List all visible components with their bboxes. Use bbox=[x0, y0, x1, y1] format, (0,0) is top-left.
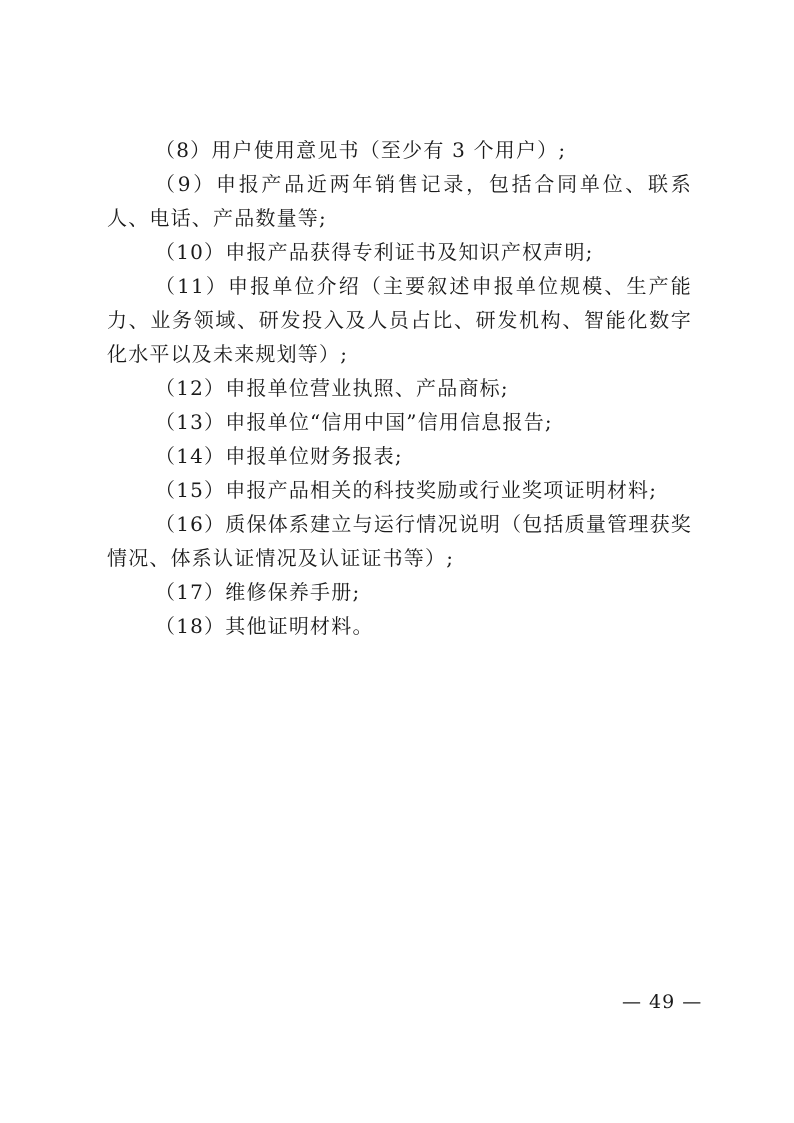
list-item: （9）申报产品近两年销售记录，包括合同单位、联系人、电话、产品数量等; bbox=[107, 172, 692, 230]
list-item: （12）申报单位营业执照、产品商标; bbox=[155, 376, 509, 400]
list-item: （17）维修保养手册; bbox=[155, 580, 361, 604]
list-item: （14）申报单位财务报表; bbox=[155, 444, 403, 468]
list-item: （18）其他证明材料。 bbox=[155, 614, 374, 638]
document-body bbox=[107, 133, 692, 643]
list-item: （10）申报产品获得专利证书及知识产权声明; bbox=[155, 240, 594, 264]
page-number: — 49 — bbox=[622, 991, 703, 1013]
list-item: （8）用户使用意见书（至少有 3 个用户）; bbox=[155, 138, 567, 162]
list-item: （11）申报单位介绍（主要叙述申报单位规模、生产能力、业务领域、研发投入及人员占比、研发机构、智能化数字化水平以及未来规划等）; bbox=[107, 274, 692, 366]
list-item: （16）质保体系建立与运行情况说明（包括质量管理获奖情况、体系认证情况及认证证书等）; bbox=[107, 512, 692, 570]
list-item: （13）申报单位“信用中国”信用信息报告; bbox=[155, 410, 553, 434]
list-item: （15）申报产品相关的科技奖励或行业奖项证明材料; bbox=[155, 478, 658, 502]
